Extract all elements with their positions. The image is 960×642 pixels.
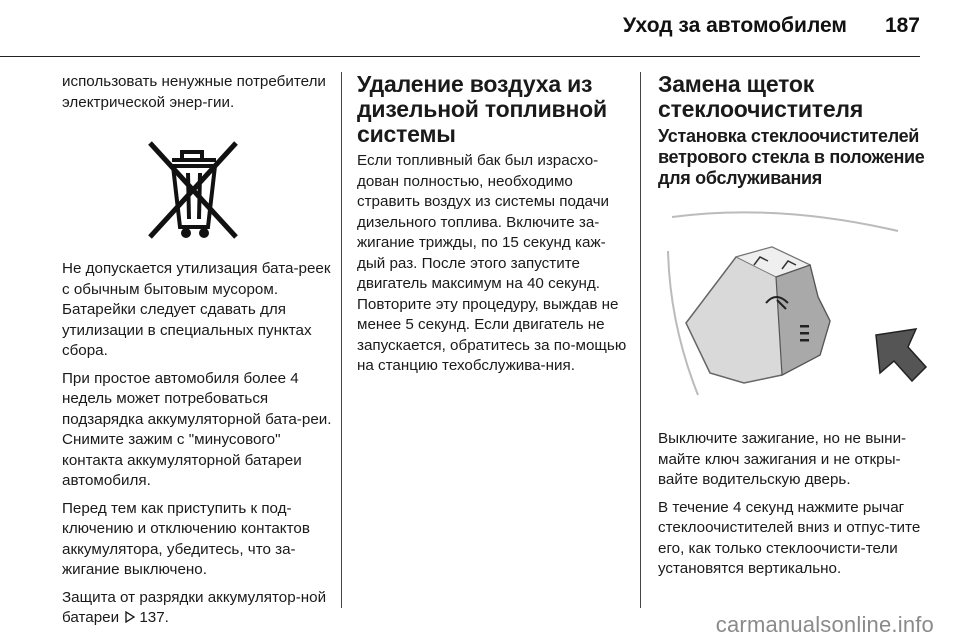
page-title: Уход за автомобилем	[623, 14, 847, 37]
column-divider-2	[640, 72, 641, 608]
page-number: 187	[884, 14, 920, 37]
paragraph-ignition-off: Перед тем как приступить к под‐ключению и отключению контактов аккумулятора, убедитесь, что за‐жигание выключено.	[62, 499, 310, 578]
subsection-heading-service-position: Установка стеклоочистителей ветрового стекла в положение для обслуживания	[658, 126, 925, 188]
paragraph-press-lever: В течение 4 секунд нажмите рычаг стеклоочистителей вниз и отпус‐тите его, как только стеклоочисти‐тели установятся вертикально.	[658, 498, 921, 577]
paragraph-battery-charge: При простое автомобиля более 4 недель может потребоваться подзарядка аккумуляторной бата‐реи. Снимите зажим с "минусового" контакта аккумуляторной батареи автомобиля.	[62, 369, 332, 489]
paragraph-discharge-protection: Защита от разрядки аккумулятор‐ной батареи 137.	[62, 588, 327, 626]
section-heading-wiper-blades: Замена щеток стеклоочистителя	[658, 71, 864, 122]
column-divider-1	[341, 72, 342, 608]
paragraph-ignition-key: Выключите зажигание, но не выни‐майте ключ зажигания и не откры‐вайте водительскую дверь.	[658, 430, 907, 488]
column-1	[62, 72, 332, 636]
page-reference-link[interactable]: 137.	[139, 609, 169, 626]
wiper-stalk-illustration	[658, 205, 928, 415]
page-reference-arrow-icon	[124, 609, 136, 621]
header-rule	[0, 56, 920, 57]
paragraph-battery-disposal: Не допускается утилизация бата‐реек с обычным бытовым мусором. Батарейки следует сдавать для утилизации в специальных пунктах сбора.	[62, 260, 331, 359]
column-3	[658, 72, 928, 587]
column-2	[357, 72, 629, 384]
crossed-bin-icon	[142, 135, 242, 245]
watermark-text: carmanualsonline.info	[715, 612, 934, 637]
page-header	[623, 14, 920, 38]
section-heading-diesel-bleed: Удаление воздуха из дизельной топливной системы	[357, 71, 607, 147]
paragraph-intro: использовать ненужные потребители электрической энер‐гии.	[62, 73, 326, 111]
paragraph-diesel-bleed: Если топливный бак был израсхо‐дован полностью, необходимо стравить воздух из системы подачи дизельного топлива. Включите за‐жигание трижды, по 15 секунд каж‐дый раз. После этого запустите двигатель максимум на 40 секунд. Повторите эту процедуру, выждав не менее 5 секунд. Если двигатель не запускается, обратитесь за по‐мощью на станцию техобслужива‐ния.	[357, 152, 627, 374]
